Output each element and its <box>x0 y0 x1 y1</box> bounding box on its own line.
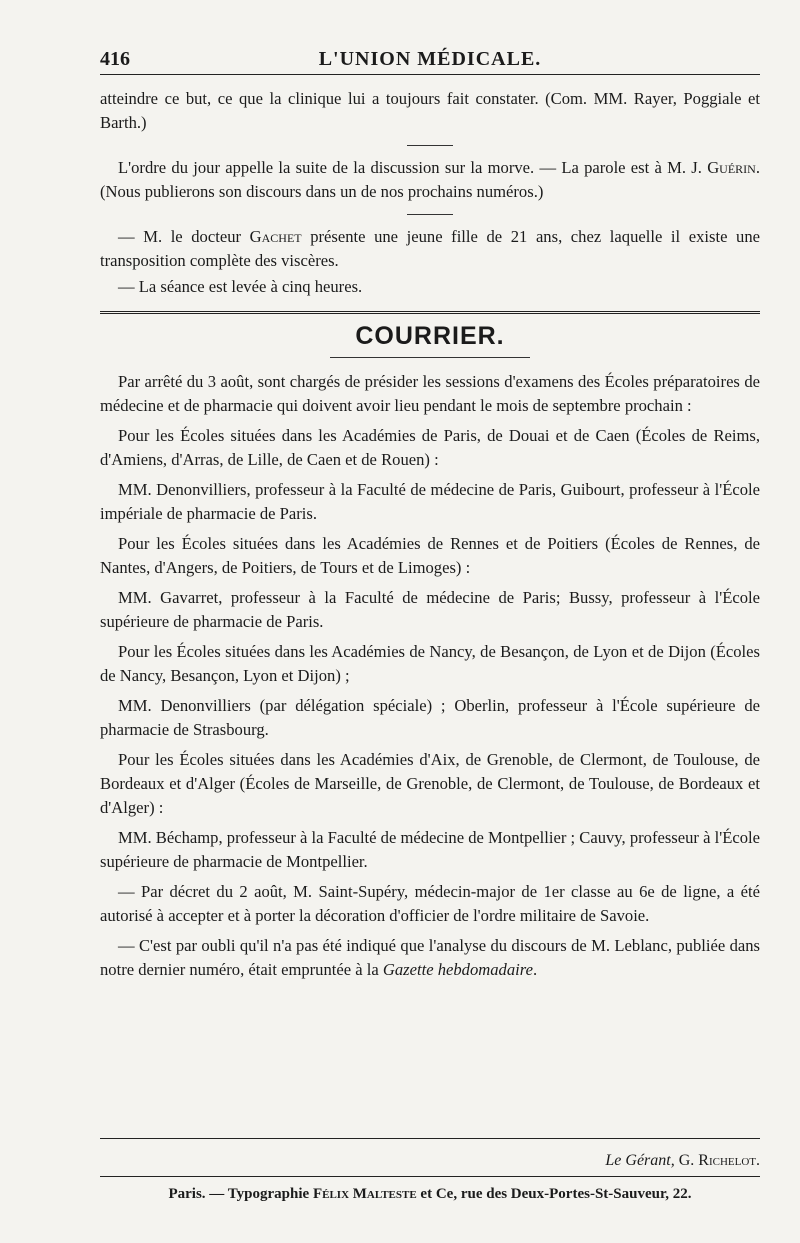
printer-line: Paris. — Typographie Félix Malteste et Ce, rue des Deux-Portes-St-Sauveur, 22. <box>168 1186 692 1202</box>
courrier-paragraph: Pour les Écoles situées dans les Académies de Nancy, de Besançon, de Lyon et de Dijon (Écoles de Nancy, Besançon, Lyon et Dijon) ; <box>100 642 760 685</box>
printer-name: Félix Malteste <box>312 1186 417 1202</box>
continuation-paragraph: atteindre ce but, ce que la clinique lui a toujours fait constater. (Com. MM. Rayer, Poggiale et Barth.) <box>100 89 760 132</box>
signature: Le Gérant, G. Richelot. <box>605 1152 760 1169</box>
gachet-paragraph: — M. le docteur Gachet présente une jeune fille de 21 ans, chez laquelle il existe une transposition complète des viscères. <box>100 227 760 270</box>
order-of-day-paragraph: L'ordre du jour appelle la suite de la discussion sur la morve. — La parole est à M. J. Guérin. (Nous publierons son discours dans un de nos prochains numéros.) <box>100 158 760 201</box>
journal-reference: Gazette hebdomadaire <box>382 960 533 979</box>
page-number: 416 <box>100 48 130 70</box>
courrier-paragraph: MM. Béchamp, professeur à la Faculté de médecine de Montpellier ; Cauvy, professeur à l'École supérieure de pharmacie de Montpellier. <box>100 828 760 871</box>
footer-rule <box>100 1138 760 1139</box>
courrier-paragraph: Pour les Écoles situées dans les Académies de Paris, de Douai et de Caen (Écoles de Reims, d'Amiens, d'Arras, de Lille, de Caen et de Rouen) : <box>100 426 760 469</box>
signature-name: G. Richelot. <box>678 1152 760 1169</box>
page <box>100 40 760 988</box>
journal-title: L'UNION MÉDICALE. <box>318 48 542 70</box>
courrier-paragraph: Par arrêté du 3 août, sont chargés de présider les sessions d'examens des Écoles préparatoires de médecine et de pharmacie qui doivent avoir lieu pendant le mois de septembre prochain : <box>100 372 760 415</box>
courrier-paragraph: Pour les Écoles situées dans les Académies de Rennes et de Poitiers (Écoles de Rennes, de Nantes, d'Angers, de Poitiers, de Tours et de Limoges) : <box>100 534 760 577</box>
courrier-paragraph: — Par décret du 2 août, M. Saint-Supéry, médecin-major de 1er classe au 6e de ligne, a été autorisé à accepter et à porter la décoration d'officier de l'ordre militaire de Savoie. <box>100 882 760 925</box>
footer-rule-bottom <box>100 1176 760 1177</box>
doctor-name: Gachet <box>249 227 302 246</box>
courrier-paragraph: MM. Denonvilliers (par délégation spéciale) ; Oberlin, professeur à l'École supérieure de pharmacie de Strasbourg. <box>100 696 760 739</box>
title-underline <box>330 357 530 358</box>
section-double-rule <box>100 311 760 314</box>
separator-rule <box>407 214 453 215</box>
courrier-paragraph: MM. Denonvilliers, professeur à la Faculté de médecine de Paris, Guibourt, professeur à l'École impériale de pharmacie de Paris. <box>100 480 760 523</box>
section-title: COURRIER. <box>355 322 505 350</box>
separator-rule <box>407 145 453 146</box>
courrier-paragraph: MM. Gavarret, professeur à la Faculté de médecine de Paris; Bussy, professeur à l'École supérieure de pharmacie de Paris. <box>100 588 760 631</box>
speaker-name: Guérin <box>707 158 756 177</box>
courrier-paragraph: Pour les Écoles situées dans les Académies d'Aix, de Grenoble, de Clermont, de Toulouse, de Bordeaux et d'Alger (Écoles de Marseille, de Grenoble, de Clermont, de Toulouse, de Bordeaux et d'Alger) : <box>100 750 760 817</box>
courrier-body <box>100 370 760 982</box>
page-header <box>100 40 760 70</box>
closing-paragraph: — La séance est levée à cinq heures. <box>118 277 363 296</box>
courrier-last-paragraph: — C'est par oubli qu'il n'a pas été indiqué que l'analyse du discours de M. Leblanc, publiée dans notre dernier numéro, était empruntée à la Gazette hebdomadaire. <box>100 936 760 979</box>
